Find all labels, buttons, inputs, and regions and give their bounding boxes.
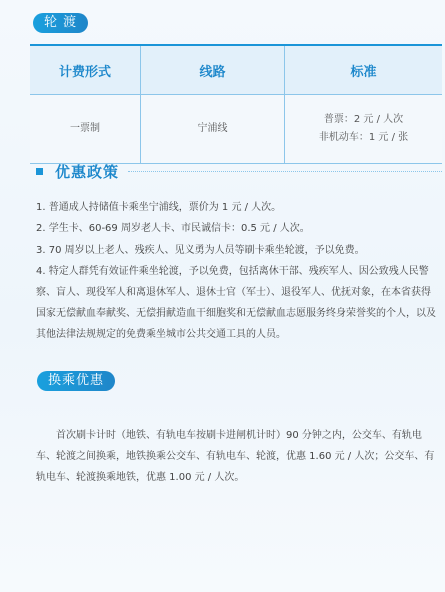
- policy-item-3: 3. 70 周岁以上老人、残疾人、见义勇为人员等刷卡乘坐轮渡，予以免费。: [36, 245, 365, 256]
- header-fare-type: 计费形式: [30, 46, 141, 94]
- transfer-text: 首次刷卡计时（地铁、有轨电车按刷卡进闸机计时）90 分钟之内，公交车、有轨电车、轮渡之间换乘，地铁换乘公交车、有轨电车、轮渡，优惠 1.60 元 / 人次；公交车、有轨电车、轮渡换乘地铁，优惠 1.00 元 / 人次。: [36, 430, 435, 483]
- cell-standard: [285, 95, 442, 163]
- dotted-divider: [128, 171, 442, 172]
- ferry-badge: 轮 渡: [33, 13, 88, 33]
- policy-title: 优惠政策: [55, 162, 120, 181]
- standard-line-1: 普票：2 元 / 人次: [323, 114, 404, 125]
- header-route: 线路: [141, 46, 285, 94]
- standard-line-2: 非机动车：1 元 / 张: [318, 132, 409, 143]
- fare-table: [30, 44, 442, 164]
- table-header-row: [30, 46, 442, 95]
- policy-item-2: 2. 学生卡、60-69 周岁老人卡、市民诚信卡：0.5 元 / 人次。: [36, 223, 310, 234]
- policy-item-1: 1. 普通成人持储值卡乘坐宁浦线，票价为 1 元 / 人次。: [36, 202, 282, 213]
- cell-fare-type: 一票制: [30, 95, 141, 163]
- transfer-badge: 换乘优惠: [37, 371, 115, 391]
- header-standard: 标准: [350, 64, 377, 80]
- square-bullet-icon: [36, 168, 43, 175]
- policy-item-4: 4. 特定人群凭有效证件乘坐轮渡，予以免费，包括离休干部、残疾军人、因公致残人民警察、盲人、现役军人和离退休军人、退休士官（军士）、退役军人、优抚对象，在本省获得国家无偿献血奉献奖、无偿捐献造血干细胞奖和无偿献血志愿服务终身荣誉奖的个人，以及其他法律法规规定的免费乘坐城市公共交通工具的人员。: [36, 266, 436, 340]
- policy-section-title: [36, 160, 119, 182]
- table-row: [30, 95, 442, 164]
- cell-route: 宁浦线: [141, 95, 285, 163]
